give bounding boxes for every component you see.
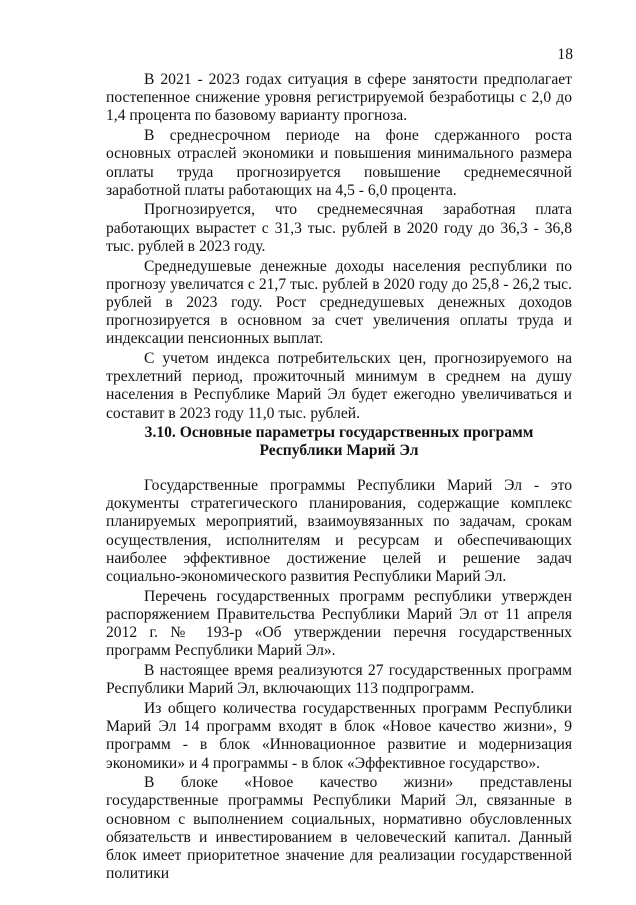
- section-heading-line: Республики Марий Эл: [259, 442, 419, 460]
- section-heading: [106, 424, 572, 460]
- paragraph: Прогнозируется, что среднемесячная заработная плата работающих вырастет с 31,3 тыс. рублей в 2020 году до 36,3 - 36,8 тыс. рублей в 2023 году.: [106, 201, 572, 255]
- paragraph: В настоящее время реализуются 27 государственных программ Республики Марий Эл, включающих 113 подпрограмм.: [106, 662, 572, 698]
- paragraph: В среднесрочном периоде на фоне сдержанного роста основных отраслей экономики и повышения минимального размера оплаты труда прогнозируется повышение среднемесячной заработной платы работающих на 4,5 - 6,0 процента.: [106, 127, 572, 199]
- paragraph: Перечень государственных программ республики утвержден распоряжением Правительства Республики Марий Эл от 11 апреля 2012 г. № 193-р «Об утверждении перечня государственных программ Республики Марий Эл».: [106, 587, 572, 660]
- section-heading-line: 3.10. Основные параметры государственных программ: [144, 424, 534, 441]
- text-block-state-programs: [106, 477, 572, 883]
- paragraph: Государственные программы Республики Марий Эл - это документы стратегического планирования, содержащие комплекс планируемых мероприятий, взаимоувязанных по задачам, срокам осуществления, исполнителям и ресурсам и обеспечивающих наиболее эффективное достижение целей и решение задач социально-экономического развития Республики Марий Эл.: [106, 477, 572, 586]
- paragraph: В 2021 - 2023 годах ситуация в сфере занятости предполагает постепенное снижение уровня регистрируемой безработицы с 2,0 до 1,4 процента по базовому варианту прогноза.: [106, 71, 572, 125]
- paragraph: В блоке «Новое качество жизни» представлены государственные программы Республики Марий Эл, связанные в основном с выполнением социальных, нормативно обусловленных обязательств и инвестированием в человеческий капитал. Данный блок имеет приоритетное значение для реализации государственной политики: [106, 774, 572, 883]
- paragraph: Из общего количества государственных программ Республики Марий Эл 14 программ входят в блок «Новое качество жизни», 9 программ - в блок «Инновационное развитие и модернизация экономики» и 4 программы - в блок «Эффективное государство».: [106, 699, 572, 772]
- paragraph: Среднедушевые денежные доходы населения республики по прогнозу увеличатся с 21,7 тыс. рублей в 2020 году до 25,8 - 26,2 тыс. рублей в 2023 году. Рост среднедушевых денежных доходов прогнозируется в основном за счет увеличения оплаты труда и индексации пенсионных выплат.: [106, 257, 572, 348]
- paragraph: С учетом индекса потребительских цен, прогнозируемого на трехлетний период, прожиточный минимум в среднем на душу населения в Республике Марий Эл будет ежегодно увеличиваться и составит в 2023 году 11,0 тыс. рублей.: [106, 350, 572, 422]
- text-block-employment-income: [106, 71, 572, 423]
- page-number: 18: [557, 46, 573, 63]
